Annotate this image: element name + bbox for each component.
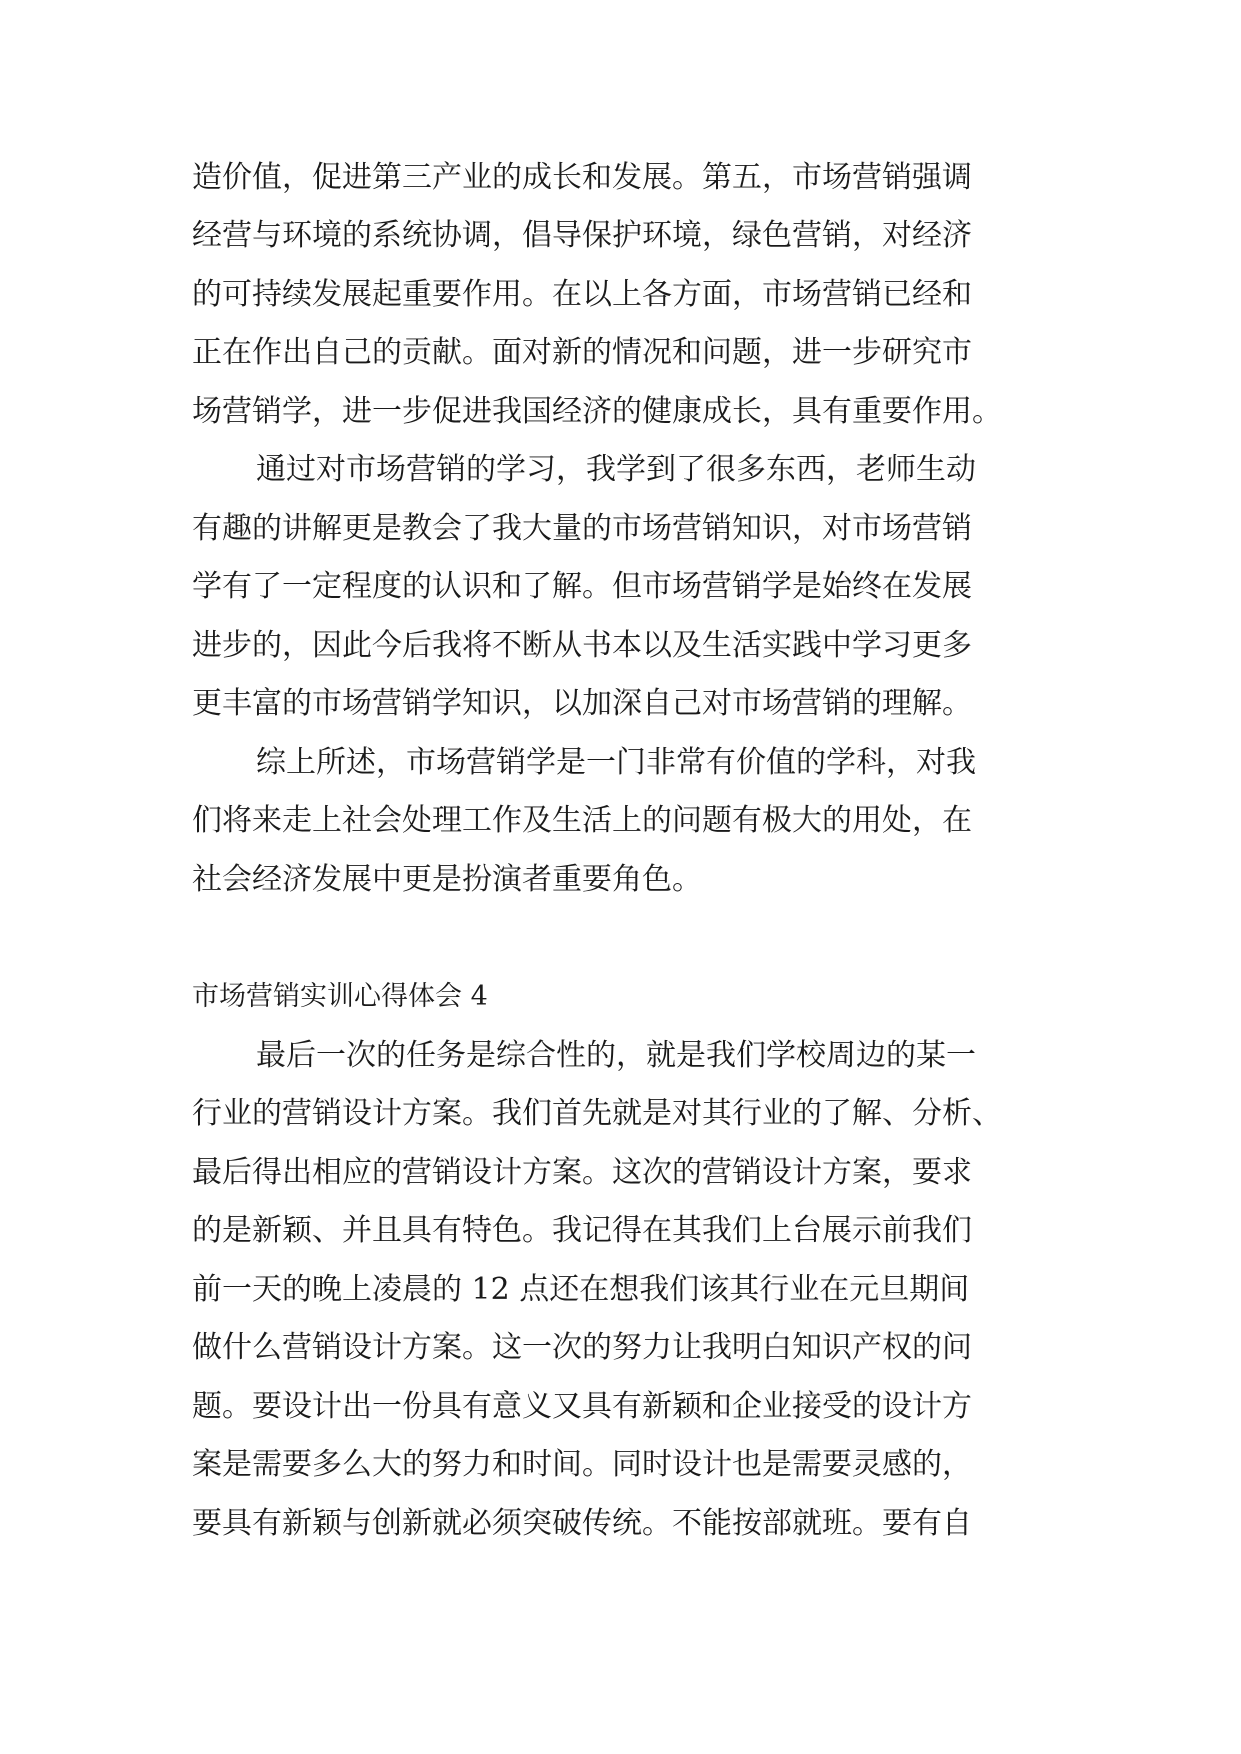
paragraph-4-line-4: 的是新颖、并且具有特色。我记得在其我们上台展示前我们 bbox=[192, 1213, 972, 1248]
paragraph-3-line-3: 社会经济发展中更是扮演者重要角色。 bbox=[192, 862, 702, 897]
paragraph-2-line-2: 有趣的讲解更是教会了我大量的市场营销知识，对市场营销 bbox=[192, 511, 972, 546]
section-heading: 市场营销实训心得体会 4 bbox=[192, 981, 488, 1012]
paragraph-2-line-3: 学有了一定程度的认识和了解。但市场营销学是始终在发展 bbox=[192, 569, 972, 604]
paragraph-2-line-5: 更丰富的市场营销学知识，以加深自己对市场营销的理解。 bbox=[192, 686, 972, 721]
paragraph-4-line-2: 行业的营销设计方案。我们首先就是对其行业的了解、分析、 bbox=[192, 1096, 1002, 1131]
paragraph-3-line-2: 们将来走上社会处理工作及生活上的问题有极大的用处，在 bbox=[192, 803, 972, 838]
paragraph-1-line-3: 的可持续发展起重要作用。在以上各方面，市场营销已经和 bbox=[192, 277, 972, 312]
paragraph-1-line-1: 造价值，促进第三产业的成长和发展。第五，市场营销强调 bbox=[192, 160, 972, 195]
paragraph-3-line-1: 综上所述，市场营销学是一门非常有价值的学科，对我 bbox=[256, 745, 976, 780]
paragraph-2-line-1: 通过对市场营销的学习，我学到了很多东西，老师生动 bbox=[256, 452, 976, 487]
paragraph-4-line-5: 前一天的晚上凌晨的 12 点还在想我们该其行业在元旦期间 bbox=[192, 1272, 970, 1307]
paragraph-4-line-8: 案是需要多么大的努力和时间。同时设计也是需要灵感的， bbox=[192, 1447, 972, 1482]
paragraph-2-line-4: 进步的，因此今后我将不断从书本以及生活实践中学习更多 bbox=[192, 628, 972, 663]
paragraph-4-line-7: 题。要设计出一份具有意义又具有新颖和企业接受的设计方 bbox=[192, 1389, 972, 1424]
paragraph-4-line-3: 最后得出相应的营销设计方案。这次的营销设计方案，要求 bbox=[192, 1155, 972, 1190]
paragraph-1-line-5: 场营销学，进一步促进我国经济的健康成长，具有重要作用。 bbox=[192, 394, 1002, 429]
paragraph-1-line-4: 正在作出自己的贡献。面对新的情况和问题，进一步研究市 bbox=[192, 335, 972, 370]
paragraph-4-line-1: 最后一次的任务是综合性的，就是我们学校周边的某一 bbox=[256, 1038, 976, 1073]
paragraph-4-line-9: 要具有新颖与创新就必须突破传统。不能按部就班。要有自 bbox=[192, 1506, 972, 1541]
paragraph-1-line-2: 经营与环境的系统协调，倡导保护环境，绿色营销，对经济 bbox=[192, 218, 972, 253]
paragraph-4-line-6: 做什么营销设计方案。这一次的努力让我明白知识产权的问 bbox=[192, 1330, 972, 1365]
